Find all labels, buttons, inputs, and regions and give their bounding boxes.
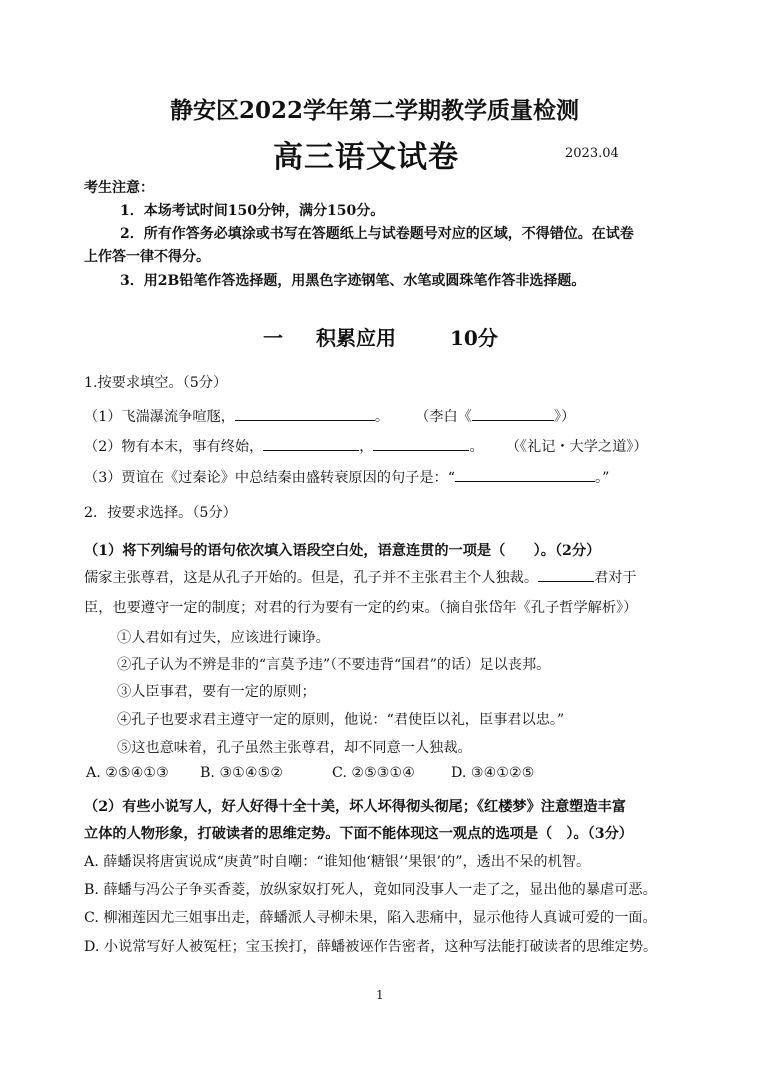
q1-line-1 — [84, 406, 575, 426]
answer-blank[interactable] — [472, 407, 554, 421]
q2-sentence-item: ③人臣事君，要有一定的原则； — [117, 684, 316, 700]
q2-passage-line: 臣，也要遵守一定的制度；对君的行为要有一定的约束。（摘自张岱年《孔子哲学解析》） — [84, 600, 638, 616]
exam-date: 2023.04 — [565, 146, 619, 161]
q1-line-1-text: （1）飞湍瀑流争喧豗， — [84, 409, 235, 425]
notice-heading: 考生注意： — [84, 180, 154, 196]
q1-source: （李白《 — [415, 409, 472, 425]
q2-sentence-item: ④孔子也要求君主遵守一定的原则，他说：“君使臣以礼，臣事君以忠。” — [117, 712, 565, 728]
option-c[interactable]: C. ②⑤③①④ — [332, 765, 415, 781]
q2-passage-text: 君对于 — [594, 570, 637, 586]
option-a[interactable]: A. ②⑤④①③ — [86, 765, 169, 781]
section-number: 一 — [263, 326, 283, 350]
q2-sentence-item: ⑤这也意味着，孔子虽然主张尊君，却不同意一人独裁。 — [117, 740, 472, 756]
answer-blank[interactable] — [455, 468, 595, 482]
q1-punct: 。 — [374, 409, 390, 425]
page-number: 1 — [376, 988, 384, 1002]
notice-item: 上作答一律不得分。 — [84, 249, 210, 265]
section-name: 积累应用 — [316, 326, 396, 350]
q1-line-2-text: （2）物有本末，事有终始， — [84, 439, 264, 455]
option-d[interactable]: D. 小说常写好人被冤枉；宝玉挨打，薛蟠被诬作告密者，这种写法能打破读者的思维定势。 — [84, 939, 658, 955]
q1-punct: 。 — [469, 439, 484, 455]
q2-sentence-item: ②孔子认为不辨是非的“言莫予违”（不要违背“国君”的话）足以丧邦。 — [117, 657, 551, 673]
answer-blank[interactable] — [235, 407, 375, 421]
subject-title: 高三语文试卷 — [273, 140, 459, 175]
notice-item: 1．本场考试时间150分钟，满分150分。 — [120, 203, 385, 219]
option-b[interactable]: B. 薛蟠与冯公子争买香菱，放纵家奴打死人，竟如同没事人一走了之，显出他的暴虐可恶。 — [84, 882, 657, 898]
q2-part2-stem: （2）有些小说写人，好人好得十全十美，坏人坏得彻头彻尾；《红楼梦》注意塑造丰富 — [84, 799, 626, 815]
question-1-title: 1.按要求填空。（5分） — [84, 375, 228, 391]
q1-source: （《礼记・大学之道》） — [505, 439, 648, 455]
q1-line-2 — [84, 436, 648, 456]
answer-blank[interactable] — [263, 437, 359, 451]
option-d[interactable]: D. ③④①②⑤ — [451, 765, 535, 781]
q2-passage-text: 儒家主张尊君，这是从孔子开始的。但是，孔子并不主张君主个人独裁。 — [84, 570, 539, 586]
option-a[interactable]: A. 薛蟠误将唐寅说成“庚黄”时自嘲：“谁知他‘糖银’‘果银’的”，透出不呆的机智。 — [84, 854, 591, 870]
q1-line-3 — [84, 467, 609, 487]
q2-part2-stem: 立体的人物形象，打破读者的思维定势。下面不能体现这一观点的选项是（ ）。（3分） — [84, 826, 633, 842]
q1-source-end: 》） — [553, 409, 576, 425]
section-score: 10分 — [450, 326, 498, 350]
question-2-title: 2．按要求选择。（5分） — [84, 505, 237, 521]
q2-passage-line — [84, 567, 637, 587]
q1-punct: 。” — [594, 470, 610, 486]
q2-part1-stem: （1）将下列编号的语句依次填入语段空白处，语意连贯的一项是（ ）。（2分） — [84, 543, 601, 559]
option-b[interactable]: B. ③①④⑤② — [200, 765, 284, 781]
answer-blank[interactable] — [373, 437, 469, 451]
answer-blank[interactable] — [538, 568, 594, 582]
notice-item: 2．所有作答务必填涂或书写在答题纸上与试卷题号对应的区域，不得错位。在试卷 — [120, 226, 634, 242]
q1-punct: ， — [359, 439, 374, 455]
option-c[interactable]: C. 柳湘莲因尤三姐事出走，薛蟠派人寻柳未果，陷入悲痛中，显示他待人真诚可爱的一面。 — [84, 910, 657, 926]
q1-line-3-text: （3）贾谊在《过秦论》中总结秦由盛转衰原因的句子是：“ — [84, 470, 455, 486]
exam-title: 静安区2022学年第二学期教学质量检测 — [170, 97, 580, 124]
q2-sentence-item: ①人君如有过失，应该进行谏诤。 — [117, 630, 330, 646]
notice-item: 3．用2B铅笔作答选择题，用黑色字迹钢笔、水笔或圆珠笔作答非选择题。 — [120, 273, 586, 289]
